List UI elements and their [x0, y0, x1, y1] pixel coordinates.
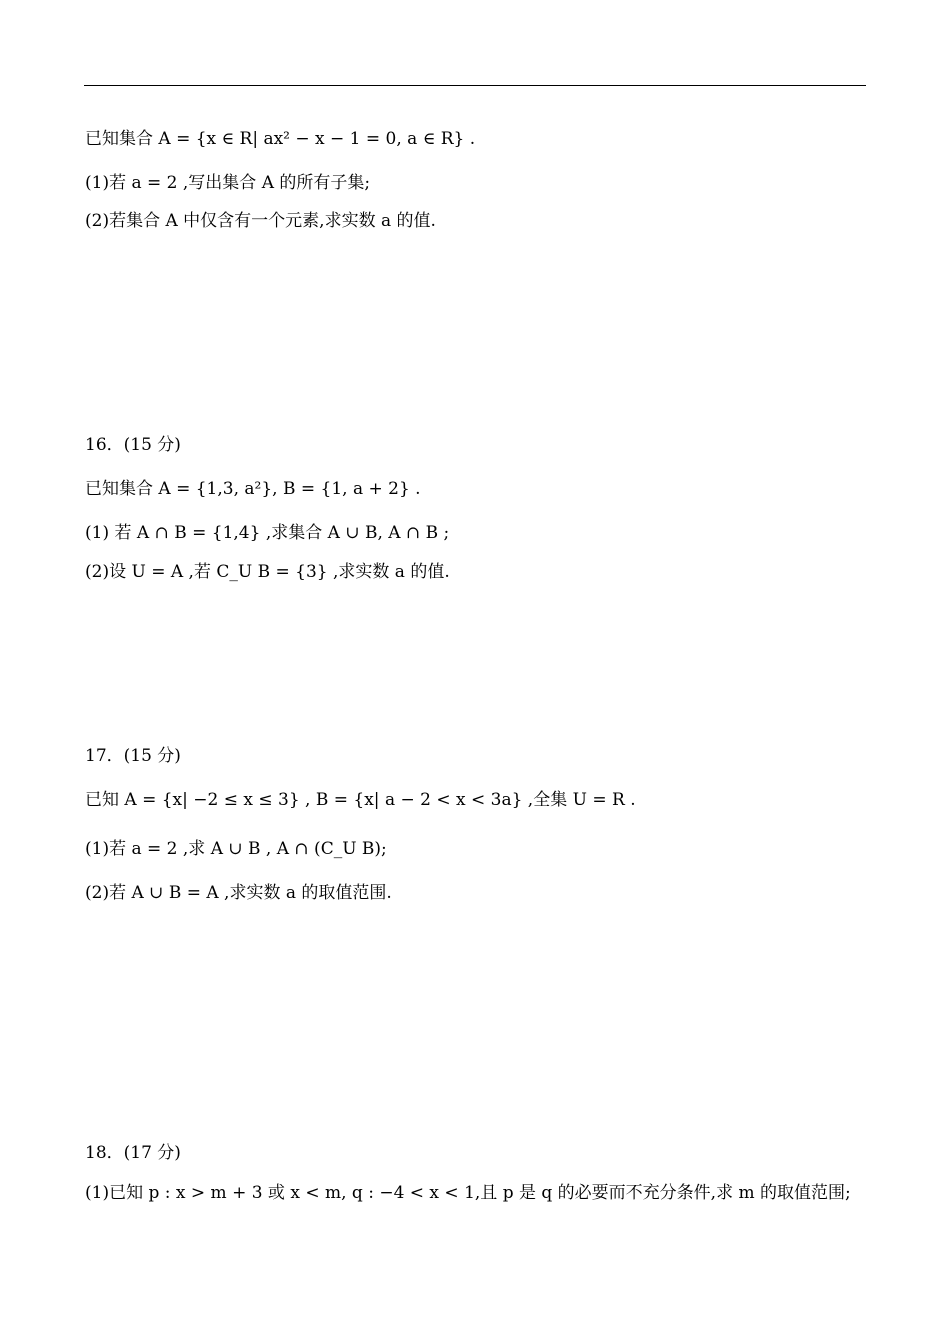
q18-header: 18．(17 分): [85, 1143, 181, 1163]
q17-intro: 已知 A = {x| −2 ≤ x ≤ 3} , B = {x| a − 2 < x < 3a} ,全集 U = R .: [85, 790, 636, 810]
q16-intro: 已知集合 A = {1,3, a²}, B = {1, a + 2} .: [85, 479, 421, 499]
q15-part1: (1)若 a = 2 ,写出集合 A 的所有子集;: [85, 173, 371, 193]
q17-part2: (2)若 A ∪ B = A ,求实数 a 的取值范围.: [85, 883, 392, 903]
q15-intro: 已知集合 A = {x ∈ R| ax² − x − 1 = 0, a ∈ R} .: [85, 129, 476, 149]
q18-part1: (1)已知 p : x > m + 3 或 x < m, q : −4 < x < 1,且 p 是 q 的必要而不充分条件,求 m 的取值范围;: [85, 1183, 851, 1203]
q15-part2: (2)若集合 A 中仅含有一个元素,求实数 a 的值.: [85, 211, 436, 231]
q17-header: 17．(15 分): [85, 746, 181, 766]
q17-part1: (1)若 a = 2 ,求 A ∪ B , A ∩ (C_U B);: [85, 839, 387, 859]
q16-part1: (1) 若 A ∩ B = {1,4} ,求集合 A ∪ B, A ∩ B ;: [85, 523, 450, 543]
q16-header: 16．(15 分): [85, 435, 181, 455]
header-rule: [84, 85, 866, 86]
q16-part2: (2)设 U = A ,若 C_U B = {3} ,求实数 a 的值.: [85, 562, 450, 582]
